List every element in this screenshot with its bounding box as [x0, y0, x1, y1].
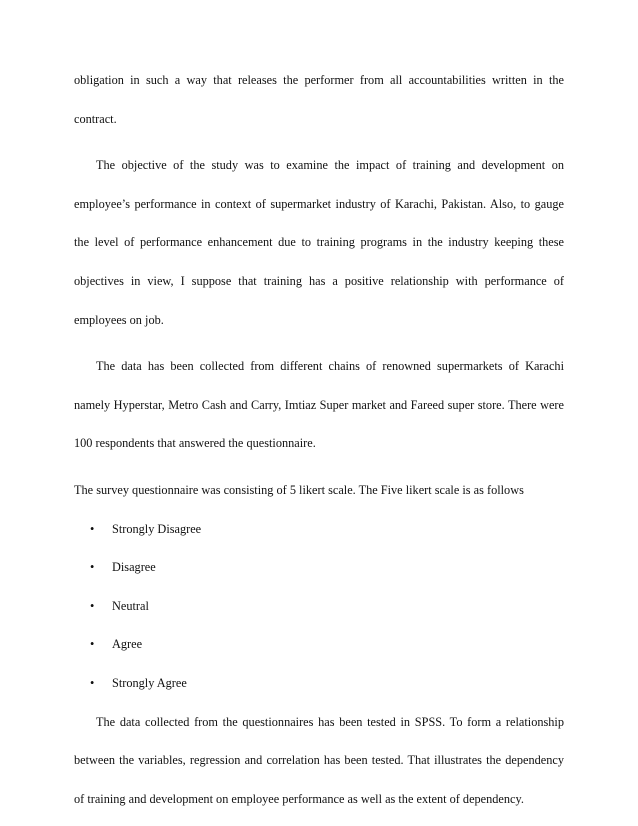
- bullet-icon: •: [90, 675, 95, 690]
- paragraph-likert-intro: The survey questionnaire was consisting of 5 likert scale. The Five likert scale is as follows: [74, 482, 524, 497]
- likert-option-label: Agree: [112, 637, 143, 652]
- list-item: [74, 625, 564, 664]
- bullet-icon: •: [90, 521, 95, 536]
- likert-scale-list: [74, 510, 564, 703]
- likert-option-label: Neutral: [112, 598, 149, 613]
- paragraph-data-collection: The data has been collected from different chains of renowned supermarkets of Karachi namely Hyperstar, Metro Cash and Carry, Imtiaz Super market and Fareed super store. There were 100 respondents that answered the questionnaire.: [74, 359, 564, 451]
- list-item: [74, 548, 564, 587]
- paragraph-study-objective: The objective of the study was to examine the impact of training and development on employee’s performance in context of supermarket industry of Karachi, Pakistan. Also, to gauge the level of performance enhancement due to training programs in the industry keeping these objectives in view, I suppose that training has a positive relationship with performance of employees on job.: [74, 158, 564, 327]
- likert-option-label: Strongly Disagree: [112, 521, 202, 536]
- document-body: [74, 61, 564, 818]
- paragraph-spss-analysis: The data collected from the questionnaires has been tested in SPSS. To form a relationship between the variables, regression and correlation has been tested. That illustrates the dependency of training and development on employee performance as well as the extent of dependency.: [74, 714, 564, 806]
- likert-option-label: Disagree: [112, 560, 156, 575]
- list-item: [74, 510, 564, 549]
- list-item: [74, 664, 564, 703]
- bullet-icon: •: [90, 598, 95, 613]
- list-item: [74, 587, 564, 626]
- bullet-icon: •: [90, 637, 95, 652]
- likert-option-label: Strongly Agree: [112, 675, 187, 690]
- paragraph-contract-obligation: obligation in such a way that releases the performer from all accountabilities written in the contract.: [74, 73, 564, 126]
- bullet-icon: •: [90, 560, 95, 575]
